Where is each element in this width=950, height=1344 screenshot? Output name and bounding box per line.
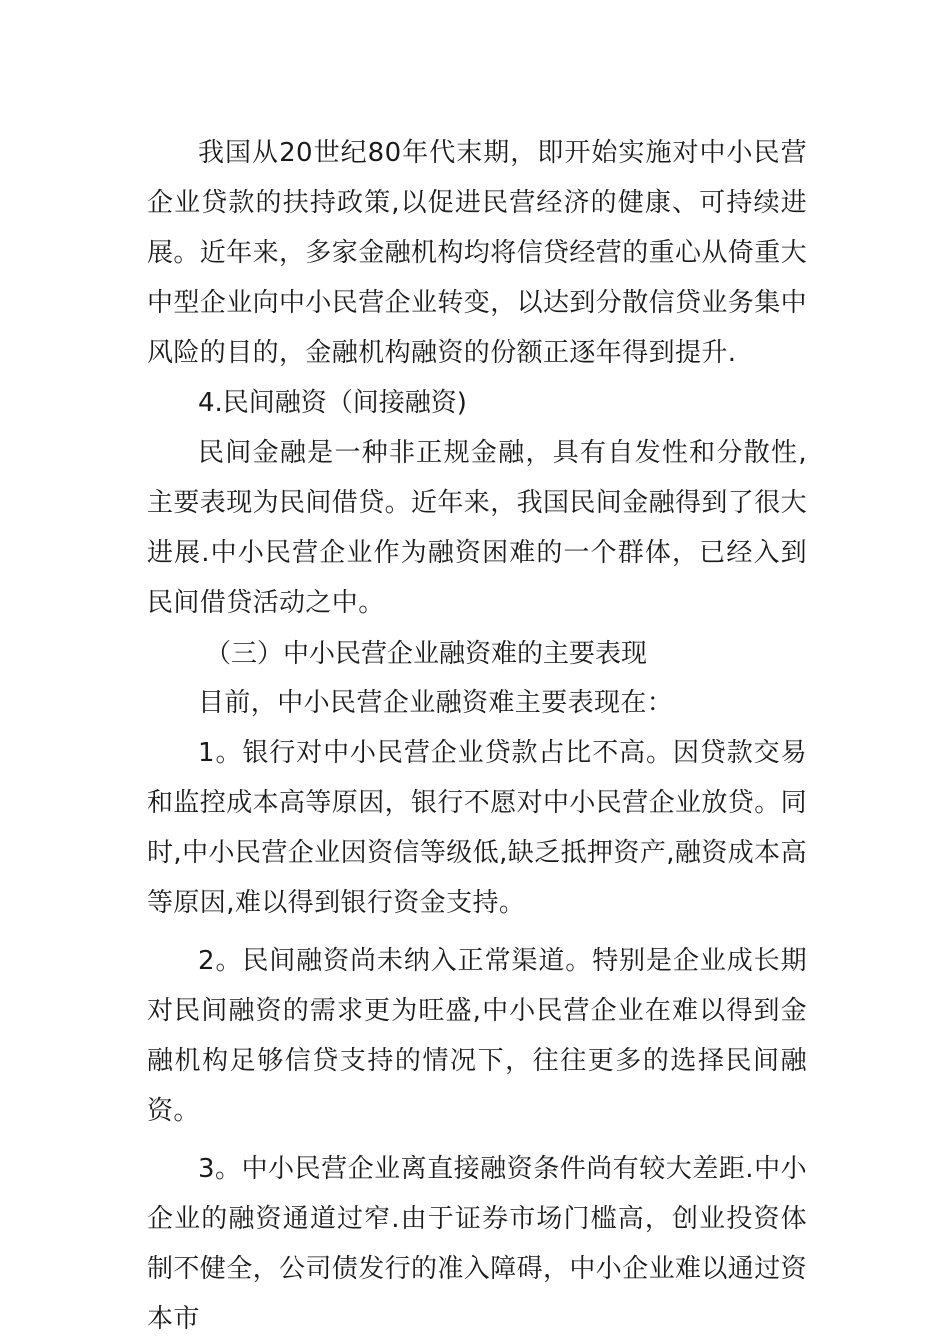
list-item-3-direct-financing: 3。中小民营企业离直接融资条件尚有较大差距.中小企业的融资通道过窄.由于证券市场门槛高，创业投资体制不健全，公司债发行的准入障碍，中小企业难以通过资本市 xyxy=(147,1154,808,1334)
list-item-1-bank-loans: 1。银行对中小民营企业贷款占比不高。因贷款交易和监控成本高等原因，银行不愿对中小民营企业放贷。同时,中小民营企业因资信等级低,缺乏抵押资产,融资成本高等原因,难以得到银行资金支持。 xyxy=(147,738,808,918)
spacer xyxy=(147,1136,807,1144)
section-heading-financing-difficulties: （三）中小民营企业融资难的主要表现 xyxy=(205,639,648,669)
spacer xyxy=(147,928,807,936)
paragraph-policy-history: 我国从20世纪80年代末期，即开始实施对中小民营企业贷款的扶持政策,以促进民营经济的健康、可持续进展。近年来，多家金融机构均将信贷经营的重心从倚重大中型企业向中小民营企业转变，以达到分散信贷业务集中风险的目的，金融机构融资的份额正逐年得到提升. xyxy=(147,138,808,368)
paragraph-intro-difficulties: 目前，中小民营企业融资难主要表现在： xyxy=(198,688,674,718)
section-heading-private-financing: 4.民间融资（间接融资) xyxy=(198,388,467,418)
list-item-2-private-financing: 2。民间融资尚未纳入正常渠道。特别是企业成长期对民间融资的需求更为旺盛,中小民营企业在难以得到金融机构足够信贷支持的情况下，往往更多的选择民间融资。 xyxy=(147,946,807,1126)
paragraph-private-finance: 民间金融是一种非正规金融，具有自发性和分散性,主要表现为民间借贷。近年来，我国民间金融得到了很大进展.中小民营企业作为融资困难的一个群体，已经入到民间借贷活动之中。 xyxy=(147,438,808,618)
document-body xyxy=(147,128,807,1344)
